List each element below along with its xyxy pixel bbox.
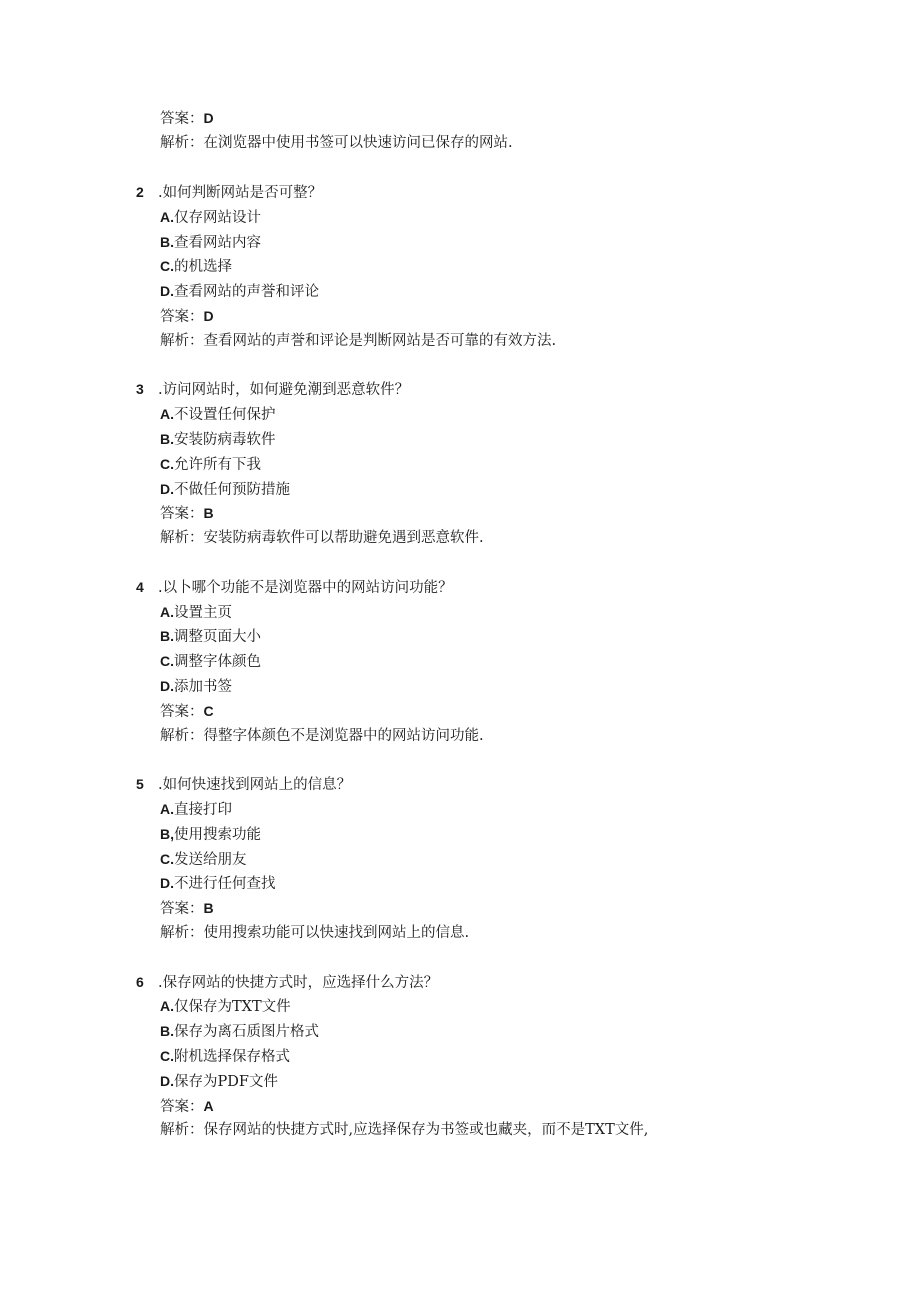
answer-label: 答案： bbox=[160, 111, 204, 127]
explanation-text: 在浏览器中使用书签可以快速访问已保存的网站. bbox=[203, 135, 513, 151]
question-6-answer: 答案：A bbox=[160, 1098, 214, 1115]
question-6-option-c: C.附机选择保存格式 bbox=[160, 1048, 290, 1065]
question-5-option-b: B,使用搜索功能 bbox=[160, 826, 261, 843]
question-2-explanation: 解析：查看网站的声誉和评论是判断网站是否可靠的有效方法. bbox=[160, 333, 557, 349]
question-2-option-a: A.仅存网站设计 bbox=[160, 209, 261, 226]
question-3-option-b: B.安装防病毒软件 bbox=[160, 431, 276, 448]
question-2-option-c: C.的机选择 bbox=[160, 258, 232, 275]
intro-answer bbox=[160, 108, 214, 129]
question-number: 4 bbox=[136, 579, 144, 595]
question-5-option-a: A.直接打印 bbox=[160, 801, 232, 818]
question-6-title bbox=[136, 972, 438, 993]
question-4-answer: 答案：C bbox=[160, 703, 214, 720]
question-5-option-c: C.发送给朋友 bbox=[160, 851, 247, 868]
question-number: 6 bbox=[136, 974, 144, 990]
question-2-answer: 答案：D bbox=[160, 308, 214, 325]
question-2-title bbox=[136, 182, 322, 203]
question-5-explanation: 解析：使用搜索功能可以快速找到网站上的信息. bbox=[160, 925, 470, 941]
question-text: .以卜哪个功能不是浏览器中的网站访问功能？ bbox=[158, 580, 453, 596]
question-6-option-a: A.仅保存为TXT文件 bbox=[160, 998, 291, 1015]
question-number: 3 bbox=[136, 381, 144, 397]
question-5-option-d: D.不进行任何查找 bbox=[160, 875, 276, 892]
question-text: .保存网站的快捷方式时，应选择什么方法？ bbox=[158, 975, 439, 991]
question-3-option-c: C.允许所有下我 bbox=[160, 456, 261, 473]
question-3-explanation: 解析：安装防病毒软件可以帮助避免遇到恶意软件. bbox=[160, 530, 484, 546]
question-number: 5 bbox=[136, 776, 144, 792]
question-4-option-c: C.调整字体颜色 bbox=[160, 653, 261, 670]
question-5-title bbox=[136, 774, 351, 795]
question-6-explanation: 解析：保存网站的快捷方式时,应选择保存为书签或也藏夹，而不是TXT文件, bbox=[160, 1122, 649, 1138]
question-number: 2 bbox=[136, 184, 144, 200]
intro-explanation bbox=[160, 133, 513, 153]
question-2-option-b: B.查看网站内容 bbox=[160, 234, 261, 251]
question-2-option-d: D.查看网站的声誉和评论 bbox=[160, 283, 319, 300]
question-text: .访问网站时，如何避免潮到恶意软件？ bbox=[158, 382, 410, 398]
question-text: .如何快速找到网站上的信息？ bbox=[158, 777, 352, 793]
question-6-option-b: B.保存为离石质图片格式 bbox=[160, 1023, 319, 1040]
answer-value: D bbox=[203, 110, 214, 126]
question-4-title bbox=[136, 577, 453, 598]
question-6-option-d: D.保存为PDF文件 bbox=[160, 1073, 278, 1090]
question-4-option-b: B.调整页面大小 bbox=[160, 628, 261, 645]
question-3-title bbox=[136, 379, 409, 400]
question-3-option-d: D.不做任何预防措施 bbox=[160, 481, 290, 498]
question-5-answer: 答案：B bbox=[160, 900, 214, 917]
question-4-option-d: D.添加书签 bbox=[160, 678, 232, 695]
question-3-option-a: A.不设置任何保护 bbox=[160, 406, 276, 423]
question-4-option-a: A.设置主页 bbox=[160, 604, 232, 621]
question-text: .如何判断网站是否可整？ bbox=[158, 185, 323, 201]
question-3-answer: 答案：B bbox=[160, 505, 214, 522]
question-4-explanation: 解析：得整字体颜色不是浏览器中的网站访问功能. bbox=[160, 728, 484, 744]
explanation-label: 解析： bbox=[160, 135, 204, 151]
